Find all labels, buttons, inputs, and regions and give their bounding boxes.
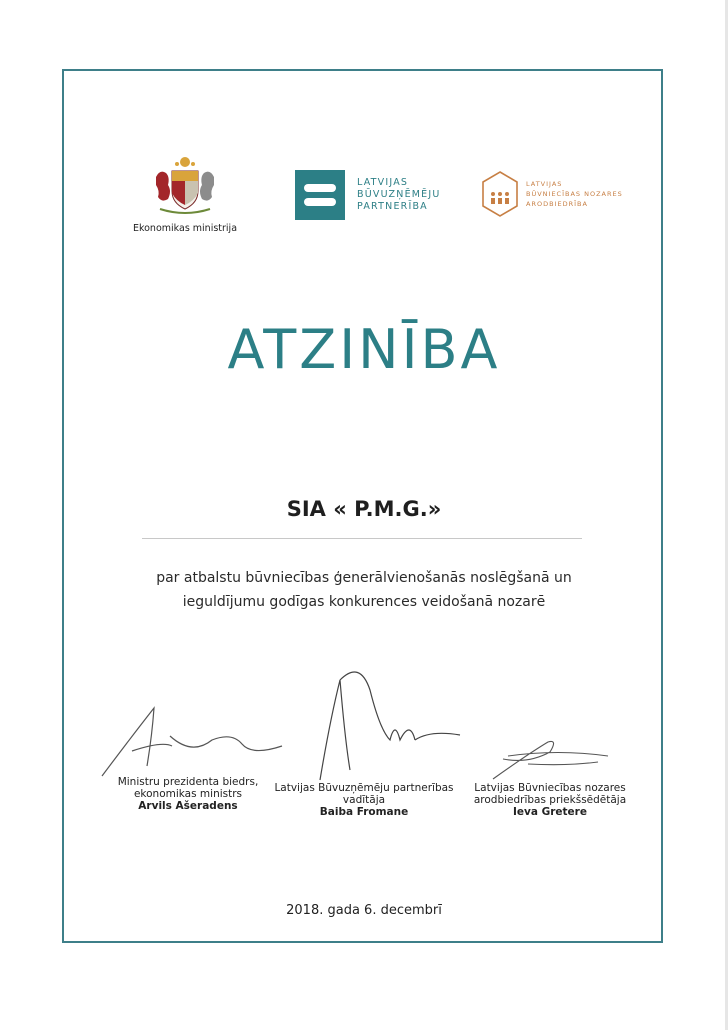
signatory-1-name: Arvils Ašeradens [138,800,238,812]
signatory-3-role-1: Latvijas Būvniecības nozares [474,782,626,794]
ministry-caption: Ekonomikas ministrija [132,223,238,234]
signatory-2-name: Baiba Fromane [319,806,409,818]
certificate-title: ATZINĪBA [227,318,501,381]
recipient-name: SIA « P.M.G.» [286,497,442,521]
lbp-line-1: LATVIJAS [357,177,409,188]
signatory-1-role-2: ekonomikas ministrs [133,788,243,800]
lbna-logo [480,170,623,218]
hexagon-people-icon [480,170,520,218]
signatory-3-name: Ieva Gretere [513,806,587,818]
lbna-line-3: ARODBIEDRĪBA [526,200,588,208]
signatory-1 [96,776,280,812]
signature-2-icon [300,660,470,790]
coat-of-arms-icon [146,155,224,217]
signatory-1-role-1: Ministru prezidenta biedrs, [117,776,259,788]
reason-line-1: par atbalstu būvniecības ģenerālvienošanās noslēgšanā un [156,570,572,586]
divider [142,538,582,539]
lbp-logo [295,170,441,220]
lbp-line-2: BŪVUZŅĒMĒJU [357,189,441,200]
lbna-line-2: BŪVNIECĪBAS NOZARES [526,190,623,198]
issue-date: 2018. gada 6. decembrī [286,903,442,918]
ministry-logo [130,155,240,234]
signature-3-icon [488,734,618,784]
award-reason [0,566,728,614]
reason-line-2: ieguldījumu godīgas konkurences veidošanā nozarē [182,594,546,610]
signatory-3 [460,782,640,818]
signatory-2-role-1: Latvijas Būvuzņēmēju partnerības [274,782,454,794]
signatory-3-role-2: arodbiedrības priekšsēdētāja [473,794,627,806]
signatory-2-role-2: vadītāja [342,794,386,806]
signatory-2 [272,782,456,818]
lbp-mark-icon [295,170,345,220]
lbna-line-1: LATVIJAS [526,180,563,188]
lbp-line-3: PARTNERĪBA [357,201,428,212]
signature-1-icon [92,696,292,786]
